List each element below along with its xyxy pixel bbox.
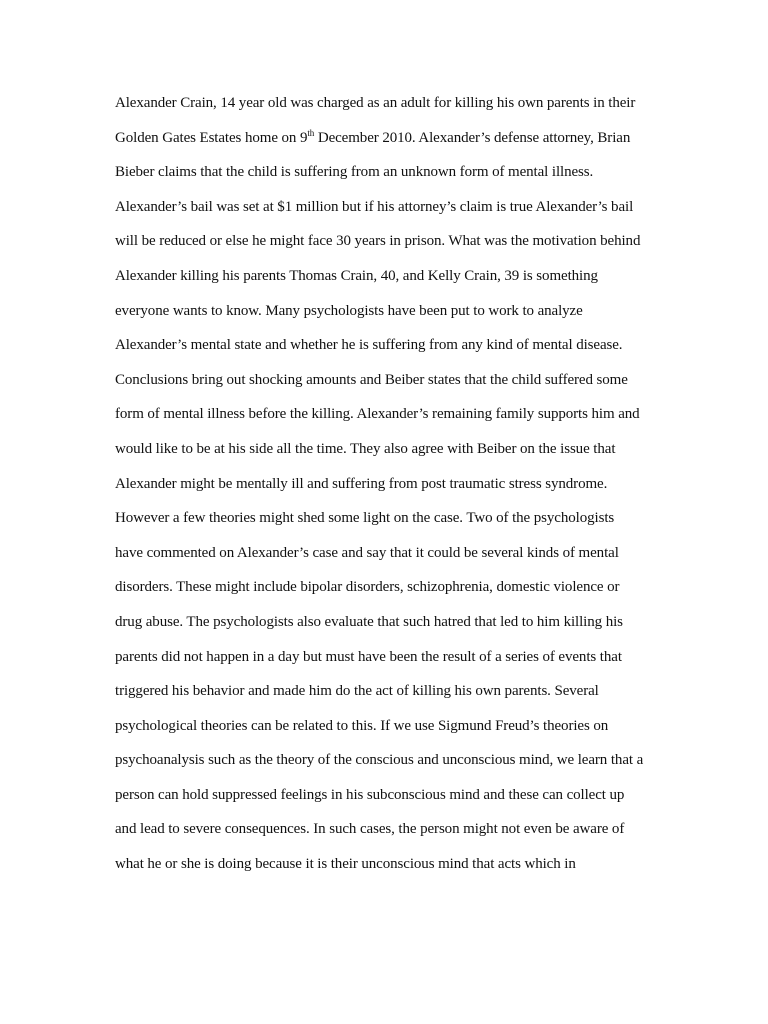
text-line-16: drug abuse. The psychologists also evaluate that such hatred that led to him killing his — [115, 613, 623, 630]
text-line-2-start: Golden Gates Estates home on 9 — [115, 129, 308, 146]
text-line-1: Alexander Crain, 14 year old was charged as an adult for killing his own parents in their — [115, 95, 636, 111]
text-line-14: have commented on Alexander’s case and say that it could be several kinds of mental — [115, 544, 619, 561]
text-line-9: Conclusions bring out shocking amounts and Beiber states that the child suffered some — [115, 371, 628, 388]
text-line-13: However a few theories might shed some light on the case. Two of the psychologists — [115, 510, 615, 527]
text-line-10: form of mental illness before the killing. Alexander’s remaining family supports him and — [115, 406, 640, 423]
text-line-20: psychoanalysis such as the theory of the conscious and unconscious mind, we learn that a — [115, 752, 644, 769]
text-line-11: would like to be at his side all the time. They also agree with Beiber on the issue that — [115, 440, 616, 457]
text-line-19: psychological theories can be related to this. If we use Sigmund Freud’s theories on — [115, 717, 609, 734]
body-text — [115, 86, 675, 882]
text-line-2-end: December 2010. Alexander’s defense attorney, Brian — [314, 129, 631, 146]
text-line-2 — [115, 121, 675, 156]
text-line-4: Alexander’s bail was set at $1 million but if his attorney’s claim is true Alexander’s bail — [115, 198, 634, 215]
text-line-21: person can hold suppressed feelings in his subconscious mind and these can collect up — [115, 786, 625, 803]
text-line-12: Alexander might be mentally ill and suffering from post traumatic stress syndrome. — [115, 475, 608, 492]
text-line-7: everyone wants to know. Many psychologists have been put to work to analyze — [115, 302, 583, 319]
text-line-17: parents did not happen in a day but must have been the result of a series of events that — [115, 648, 622, 665]
text-line-3: Bieber claims that the child is suffering from an unknown form of mental illness. — [115, 164, 594, 181]
text-line-8: Alexander’s mental state and whether he is suffering from any kind of mental disease. — [115, 337, 623, 354]
text-line-18: triggered his behavior and made him do the act of killing his own parents. Several — [115, 683, 599, 700]
text-line-22: and lead to severe consequences. In such cases, the person might not even be aware of — [115, 821, 625, 838]
text-line-6: Alexander killing his parents Thomas Crain, 40, and Kelly Crain, 39 is something — [115, 267, 598, 284]
text-line-23: what he or she is doing because it is their unconscious mind that acts which in — [115, 856, 576, 873]
text-line-15: disorders. These might include bipolar disorders, schizophrenia, domestic violence or — [115, 579, 620, 596]
text-line-5: will be reduced or else he might face 30 years in prison. What was the motivation behind — [115, 233, 641, 250]
ordinal-suffix: th — [307, 127, 315, 138]
